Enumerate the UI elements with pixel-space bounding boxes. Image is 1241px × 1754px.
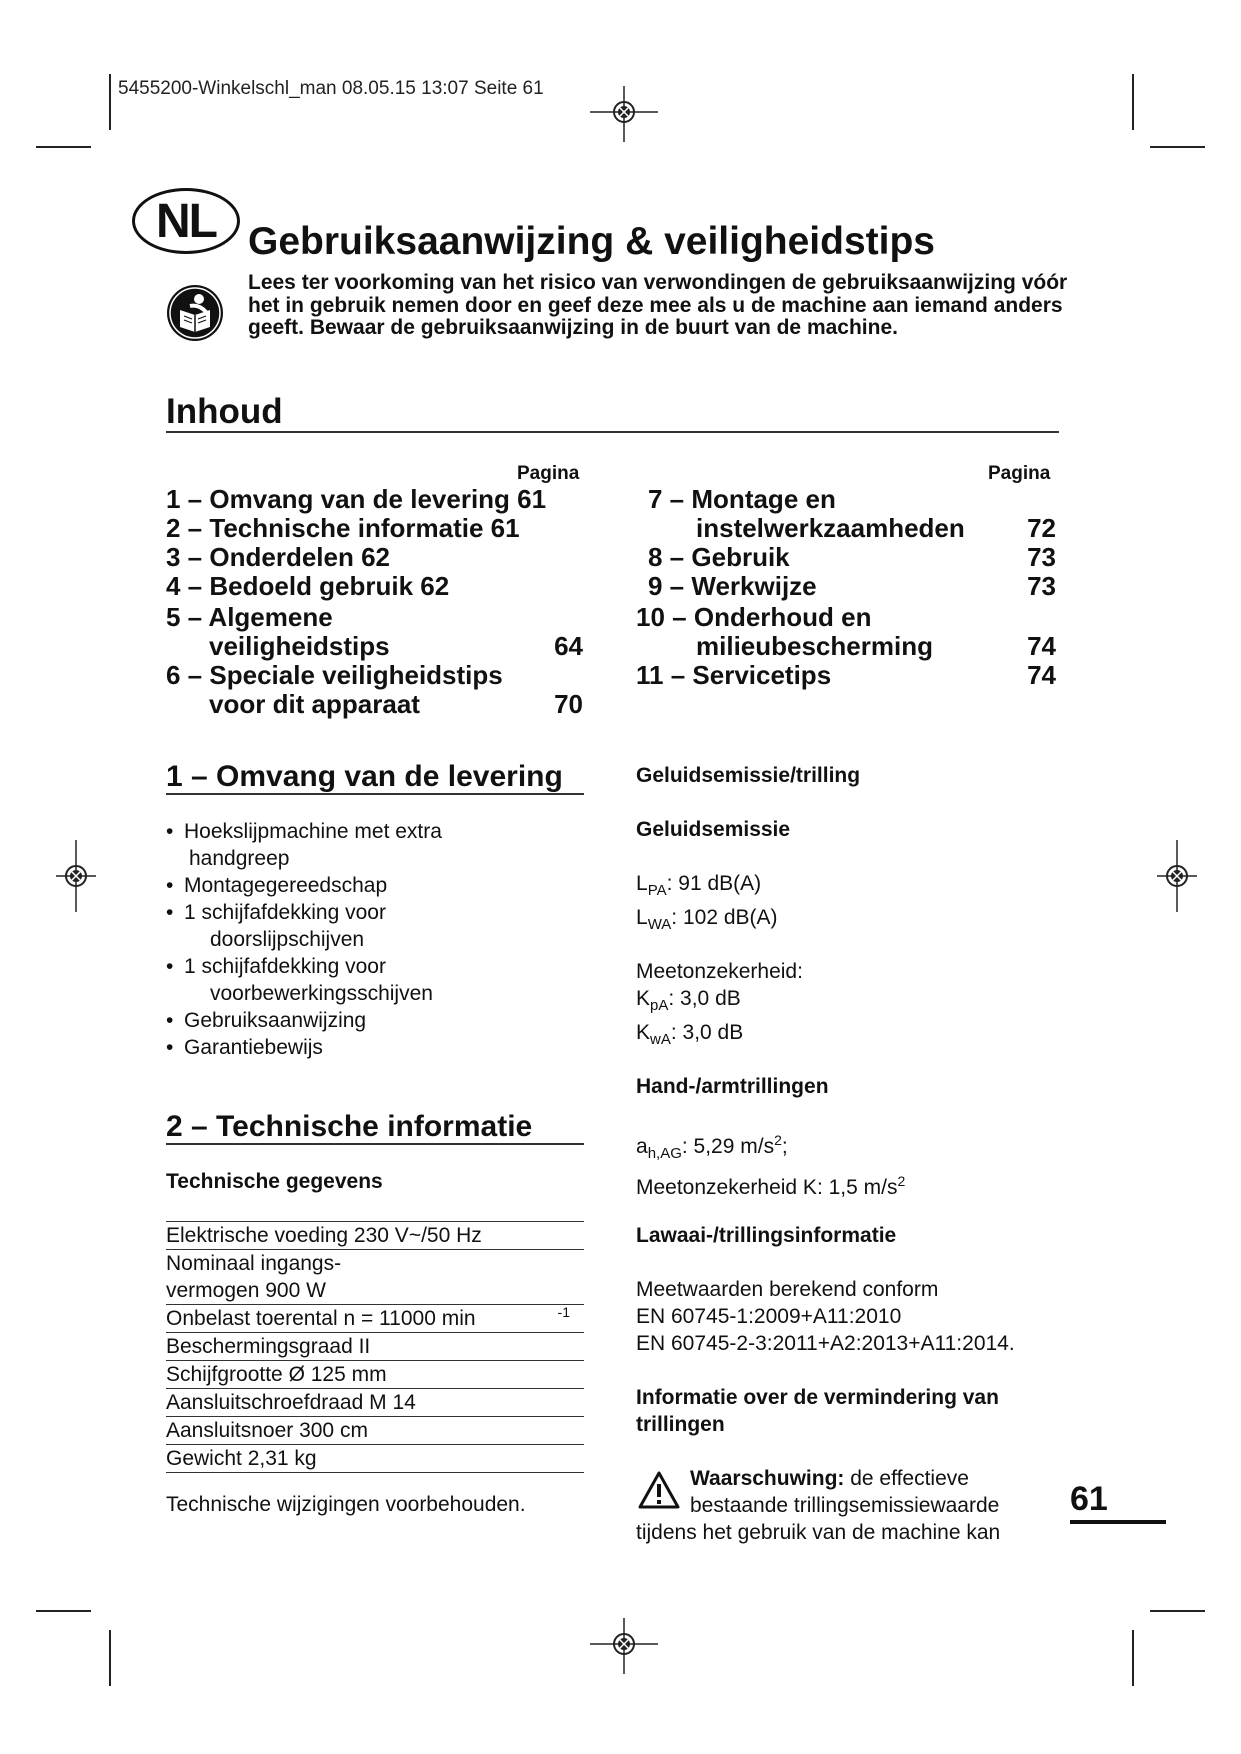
subheading: Lawaai-/trillingsinformatie — [636, 1223, 897, 1247]
uncertainty-label: Meetonzekerheid: — [636, 960, 803, 984]
crop-mark — [1150, 1610, 1205, 1612]
warning-line: bestaande trillingsemissiewaarde — [690, 1493, 1000, 1517]
divider — [166, 793, 584, 795]
toc-title-line2: instelwerkzaamheden — [696, 513, 965, 543]
toc-page: 73 — [1027, 571, 1056, 601]
toc-title: Servicetips — [692, 660, 832, 690]
table-row: Beschermingsgraad II — [166, 1333, 584, 1361]
crop-mark — [1132, 1630, 1134, 1686]
subheading: trillingen — [636, 1412, 725, 1436]
toc-page: 64 — [554, 631, 583, 661]
toc-num: 5 – — [166, 602, 203, 632]
subheading: Geluidsemissie/trilling — [636, 764, 861, 787]
toc-num: 7 – — [648, 484, 685, 514]
toc-entry[interactable] — [636, 572, 1056, 603]
toc-title: Onderhoud en — [693, 602, 872, 632]
registration-mark-icon — [590, 1618, 658, 1674]
toc-title-line2: veiligheidstips — [209, 631, 390, 661]
spec-table — [166, 1221, 584, 1473]
toc-page: 70 — [554, 689, 583, 719]
intro-paragraph: Lees ter voorkoming van het risico van verwondingen de gebruiksaanwijzing vóór het in gebruik nemen door en geef deze mee als u de machine aan iemand anders geeft. Bewaar de gebruiksaanwijzing in de buurt van de machine. — [248, 271, 1068, 339]
subheading: Informatie over de vermindering van — [636, 1385, 999, 1409]
toc-entry[interactable] — [166, 485, 583, 514]
subheading: Technische gegevens — [166, 1170, 383, 1193]
toc-heading: Inhoud — [166, 392, 283, 431]
toc-page: 72 — [1027, 513, 1056, 543]
sound-kwa: $K_{wA}$: 3,0 dB — [636, 1021, 744, 1049]
table-row: Nominaal ingangs- vermogen 900 W — [166, 1250, 584, 1305]
toc-entry[interactable] — [166, 661, 583, 719]
toc-page: 73 — [1027, 542, 1056, 572]
table-row: Aansluitschroefdraad M 14 — [166, 1389, 584, 1417]
warning-label: Waarschuwing: — [690, 1466, 845, 1490]
crop-mark — [1150, 146, 1205, 148]
toc-title-line2: milieubescherming — [696, 631, 933, 661]
crop-mark — [109, 1630, 111, 1686]
crop-mark — [109, 74, 111, 130]
delivery-list — [166, 818, 586, 1061]
warning-block: Waarschuwing: de effectieve bestaande trillingsemissiewaarde — [636, 1465, 1076, 1519]
toc-entry[interactable] — [636, 603, 1056, 661]
toc-entry[interactable] — [636, 661, 1056, 690]
toc-num: 4 – — [166, 571, 203, 601]
list-item: • Montagegereedschap — [166, 872, 586, 899]
toc-num: 2 – — [166, 513, 203, 543]
table-row: Onbelast toerental n = 11000 min -1 — [166, 1305, 584, 1333]
toc-page-label: Pagina — [988, 463, 1051, 484]
toc-title: Onderdelen 62 — [209, 542, 391, 572]
section-heading: 2 – Technische informatie — [166, 1110, 533, 1143]
crop-mark — [36, 1610, 91, 1612]
toc-entry[interactable] — [166, 543, 583, 572]
toc-page: 74 — [1027, 631, 1056, 661]
toc-title: Technische informatie 61 — [209, 513, 520, 543]
crop-mark — [1132, 74, 1134, 130]
toc-page-label: Pagina — [517, 463, 580, 484]
subheading: Geluidsemissie — [636, 818, 791, 841]
registration-mark-icon — [56, 840, 96, 912]
toc-title: Bedoeld gebruik 62 — [209, 571, 450, 601]
toc-entry[interactable] — [166, 572, 583, 603]
toc-title: Werkwijze — [691, 571, 817, 601]
print-slug: 5455200-Winkelschl_man 08.05.15 13:07 Seite 61 — [118, 78, 544, 99]
toc-right — [636, 485, 1056, 690]
toc-entry[interactable] — [166, 514, 583, 543]
list-item: • Gebruiksaanwijzing — [166, 1007, 586, 1034]
measured-line: EN 60745-2-3:2011+A2:2013+A11:2014. — [636, 1331, 1015, 1355]
footnote: Technische wijzigingen voorbehouden. — [166, 1493, 526, 1516]
table-row: Gewicht 2,31 kg — [166, 1445, 584, 1473]
vibration-ah: $a_{h,AG}$: 5,29 $m/s^2$; — [636, 1132, 788, 1163]
vibration-uncertainty: Meetonzekerheid K: 1,5 $m/s^2$ — [636, 1172, 906, 1199]
toc-title: Speciale veiligheidstips — [209, 660, 503, 690]
sound-lpa: $L_{PA}$: 91 dB(A) — [636, 872, 762, 900]
toc-title: Montage en — [691, 484, 836, 514]
table-row: Elektrische voeding 230 V~/50 Hz — [166, 1222, 584, 1250]
toc-num: 11 – — [636, 660, 686, 690]
toc-entry[interactable] — [636, 485, 1056, 543]
toc-entry[interactable] — [166, 603, 583, 661]
toc-num: 1 – — [166, 484, 203, 514]
list-item: • Garantiebewijs — [166, 1034, 586, 1061]
warning-line: tijdens het gebruik van de machine kan — [636, 1520, 1001, 1544]
language-badge: NL — [132, 188, 240, 254]
toc-num: 6 – — [166, 660, 203, 690]
toc-num: 10 – — [636, 602, 687, 632]
toc-title: Omvang van de levering 61 — [209, 484, 547, 514]
toc-entry[interactable] — [636, 543, 1056, 572]
right-column — [636, 762, 1076, 1546]
crop-mark — [36, 146, 91, 148]
toc-title: Gebruik — [691, 542, 790, 572]
table-row: Schijfgrootte Ø 125 mm — [166, 1361, 584, 1389]
divider — [166, 1143, 584, 1145]
subheading: Hand-/armtrillingen — [636, 1075, 829, 1099]
measured-line: Meetwaarden berekend conform — [636, 1277, 939, 1301]
sound-kpa: $K_{pA}$: 3,0 dB — [636, 987, 741, 1015]
list-item: • 1 schijfafdekking voor voorbewerkingsschijven — [166, 953, 586, 1007]
toc-num: 3 – — [166, 542, 203, 572]
toc-title: Algemene — [208, 602, 333, 632]
registration-mark-icon — [590, 86, 658, 142]
toc-left — [166, 485, 583, 719]
read-manual-icon — [166, 284, 224, 342]
page-title: Gebruiksaanwijzing & veiligheidstips — [248, 220, 935, 263]
table-row: Aansluitsnoer 300 cm — [166, 1417, 584, 1445]
list-item: • Hoekslijpmachine met extra handgreep — [166, 818, 586, 872]
page-number: 61 — [1070, 1480, 1108, 1518]
toc-page: 74 — [1027, 660, 1056, 690]
registration-mark-icon — [1157, 840, 1197, 912]
sound-lwa: $L_{WA}$: 102 dB(A) — [636, 906, 778, 934]
measured-line: EN 60745-1:2009+A11:2010 — [636, 1304, 902, 1328]
toc-num: 9 – — [648, 571, 685, 601]
toc-num: 8 – — [648, 542, 685, 572]
divider — [1070, 1520, 1166, 1524]
toc-title-line2: voor dit apparaat — [209, 689, 420, 719]
divider — [166, 431, 1059, 433]
section-heading: 1 – Omvang van de levering — [166, 760, 563, 793]
list-item: • 1 schijfafdekking voor doorslijpschijven — [166, 899, 586, 953]
warning-icon — [638, 1471, 680, 1509]
